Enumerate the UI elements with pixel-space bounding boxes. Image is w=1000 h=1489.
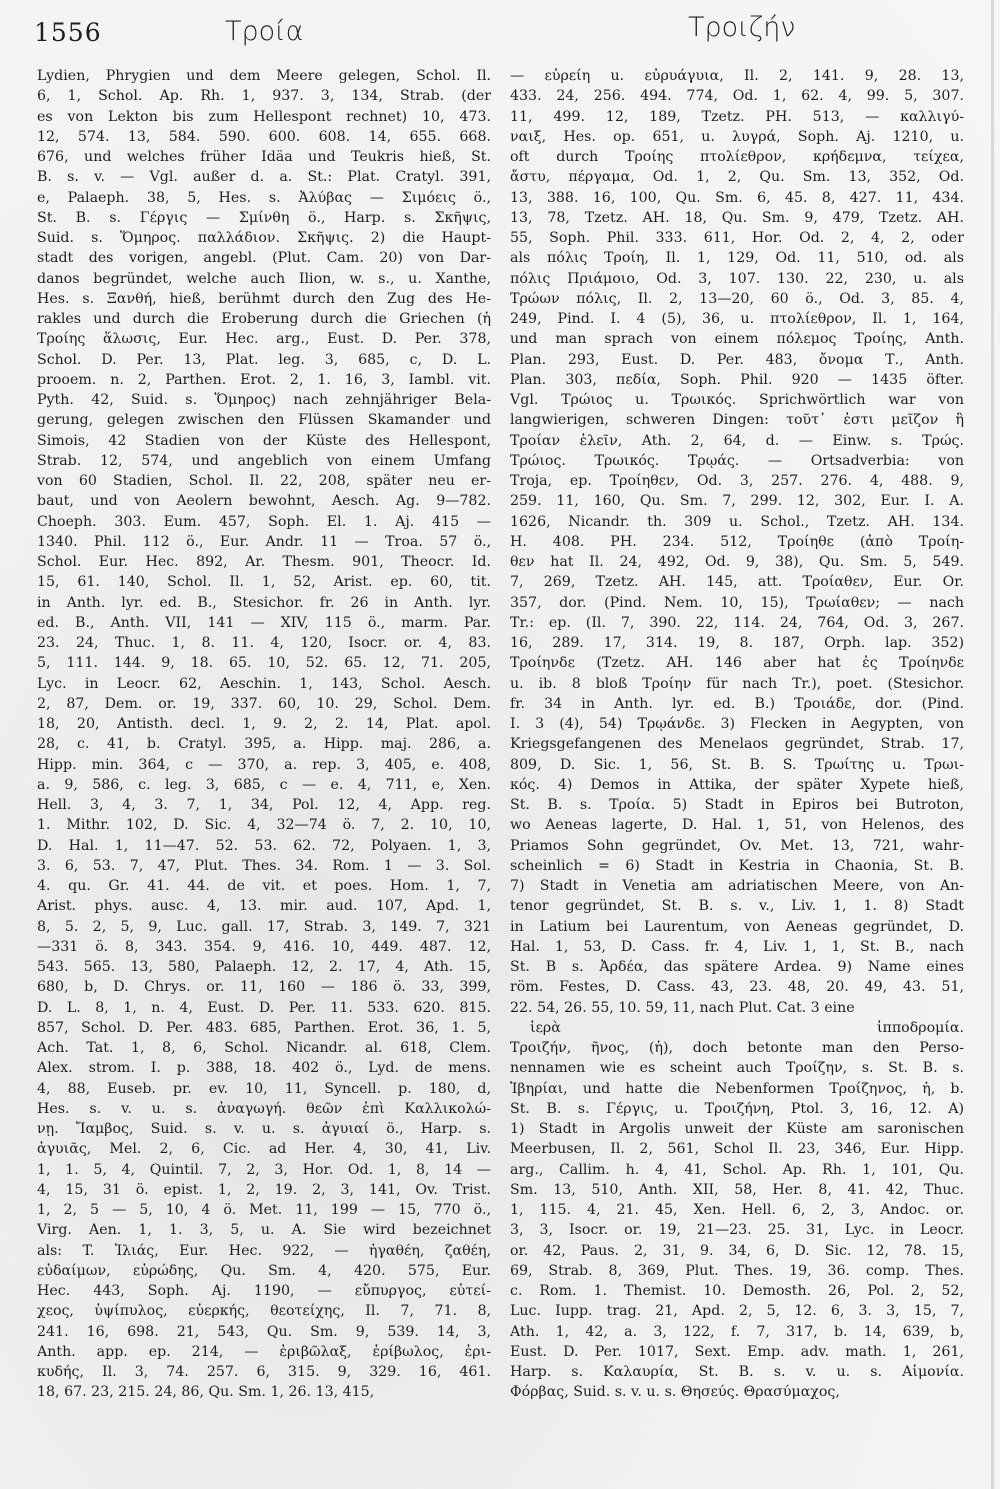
text-line: Alex. strom. I. p. 388, 18. 402 ö., Lyd. de mens. [37,1060,491,1077]
text-line: oft durch Τροίης πτολίεθρον, κρήδεμνα, τείχεα, [510,149,964,165]
text-line: Suid. s. Ὅμηρος. παλλάδιον. Σκῆψις. 2) die Haupt- [37,230,491,246]
text-line: 1, 2, 5 — 5, 10, 4 ö. Met. 11, 199 — 15, 770 ö., [37,1202,491,1218]
text-line: εὐδαίμων, εὐρώδης, Qu. Sm. 4, 420. 575, Eur. [37,1262,491,1279]
text-line: νῃ. Ἴαμβος, Suid. s. v. u. s. ἀγυιαί ö., Harp. s. [37,1121,491,1137]
text-line: 5, 111. 144. 9, 18. 65. 10, 52. 65. 12, 71. 205, [37,655,491,672]
text-line: πόλις Πριάμοιο, Od. 3, 107. 130. 22, 230, u. als [510,270,964,287]
text-line: D. Hal. 1, 11—47. 52. 53. 62. 72, Polyaen. 1, 3, [37,837,491,854]
text-line: ἱερὰ ἱπποδρομία. [530,1019,964,1036]
text-line: baut, und von Aeolern bewohnt, Aesch. Ag. 9—782. [37,493,491,510]
text-line: —331 ö. 8, 343. 354. 9, 416. 10, 449. 487. 12, [37,938,491,955]
text-line: Hipp. min. 364, c — 370, a. rep. 3, 405, e. 408, [37,756,491,773]
running-head-right: Τροιζήν [688,12,796,43]
text-line: als: T. Ἰλιάς, Eur. Hec. 922, — ἠγαθέη, ζαθέη, [37,1242,491,1259]
text-line: 16, 289. 17, 314. 19, 8. 187, Orph. lap. 352) [510,635,964,651]
text-line: Sm. 13, 510, Anth. XII, 58, Her. 8, 41. 42, Thuc. [510,1181,964,1198]
text-line: 4. qu. Gr. 41. 44. de vit. et poes. Hom. 1, 7, [37,878,491,894]
text-line: 18, 67. 23, 215. 24, 86, Qu. Sm. 1, 26. 13, 415, [37,1384,375,1401]
text-line: I. 3 (4), 54) Τρῳάνδε. 3) Flecken in Aegypten, von [510,716,964,732]
text-line: 543. 565. 13, 580, Palaeph. 12, 2. 17, 4, Ath. 15, [37,959,491,975]
text-line: langwierigen, schweren Dingen: τοῦτ᾽ ἐστι μεῖζον ἢ [510,412,964,429]
text-line: Plan. 293, Eust. D. Per. 483, ὄνομα Τ., Anth. [510,351,964,368]
text-line: 1) Stadt in Argolis unweit der Küste am saronischen [510,1121,964,1137]
text-line: c. Rom. 1. Themist. 10. Demosth. 26, Pol. 2, 52, [510,1283,964,1299]
text-line: St. B. s. Γέργις, u. Τροιζήνη, Ptol. 3, 16, 12. A) [510,1100,964,1117]
text-line: Hal. 1, 53, D. Cass. fr. 4, Liv. 1, 1, St. B., nach [510,938,964,955]
text-line: 23. 24, Thuc. 1, 8. 11. 4, 120, Isocr. or. 4, 83. [37,635,491,651]
text-line: 69, Strab. 8, 369, Plut. Thes. 19, 36. comp. Thes. [510,1262,964,1279]
text-line: 4, 15, 31 ö. epist. 1, 2, 19. 2, 3, 141, Ov. Trist. [37,1181,491,1198]
text-line: Τροίαν ἑλεῖν, Ath. 2, 64, d. — Einw. s. Τρώς. [510,432,964,449]
text-line: Meerbusen, Il. 2, 561, Schol Il. 23, 346, Eur. Hipp. [510,1141,964,1158]
text-line: 11, 499. 12, 189, Tzetz. PH. 513, — καλλιγύ- [510,108,964,125]
text-line: ἀγυιᾶς, Mel. 2, 6, Cic. ad Her. 4, 30, 41, Liv. [37,1141,491,1158]
text-line: Ach. Tat. 1, 8, 6, Schol. Nicandr. al. 618, Clem. [37,1040,491,1056]
text-line: B. s. v. — Vgl. außer d. a. St.: Plat. Cratyl. 391, [37,169,491,186]
text-line: 241. 16, 698. 21, 543, Qu. Sm. 9, 539. 14, 3, [37,1323,491,1340]
text-line: 249, Pind. I. 4 (5), 36, u. πτολίεθρον, Il. 1, 164, [510,311,964,327]
text-line: 433. 24, 256. 494. 774, Od. 1, 62. 4, 99. 5, 307. [510,88,964,105]
text-line: arg., Callim. h. 4, 41, Schol. Ap. Rh. 1, 101, Qu. [510,1161,964,1178]
text-line: 12, 574. 13, 584. 590. 600. 608. 14, 655. 668. [37,128,491,145]
text-line: rakles und durch die Eroberung durch die Griechen (ἡ [37,311,491,327]
text-line: in Latium bei Laurentum, von Aeneas gegründet, D. [510,918,964,935]
text-line: 3. 6, 53. 7, 47, Plut. Thes. 34. Rom. 1 — 3. Sol. [37,857,491,874]
text-line: St. B. s. Τροία. 5) Stadt in Epiros bei Butroton, [510,797,964,813]
text-line: Hes. s. Ξανθή, hieß, berühmt durch den Zug des He- [37,290,491,307]
text-line: 1626, Nicandr. th. 309 u. Schol., Tzetz. AH. 134. [510,513,964,530]
text-line: 3, 3, Isocr. or. 19, 21—23. 25. 31, Lyc. in Leocr. [510,1222,964,1239]
text-line: Simois, 42 Stadien von der Küste des Hellespont, [37,432,491,449]
text-line: Ἰβηρίαι, und hatte die Nebenformen Τροίζηνος, ἡ, b. [510,1080,964,1097]
text-line: gerung, gelegen zwischen den Flüssen Skamander und [37,412,491,429]
text-line: κός. 4) Demos in Attika, der später Xypete hieß, [510,776,964,793]
text-line: ναιξ, Hes. op. 651, u. λυγρά, Soph. Aj. 1210, u. [510,128,964,145]
text-line: Lyc. in Leocr. 62, Aeschin. 1, 143, Schol. Aesch. [37,675,491,692]
text-line: Troja, ep. Τροίηθεν, Od. 3, 257. 276. 4, 488. 9, [510,473,964,489]
text-line: Virg. Aen. 1, 1. 3, 5, u. A. Sie wird bezeichnet [37,1222,491,1239]
text-line: Arist. phys. ausc. 4, 13. mir. aud. 107, Apd. 1, [37,898,491,915]
text-line: κυδής, Il. 3, 74. 257. 6, 315. 9, 329. 16, 461. [37,1364,491,1380]
text-line: Choeph. 303. Eum. 457, Soph. El. 1. Aj. 415 — [37,513,491,530]
text-line: Harp. s. Καλαυρία, St. B. s. v. u. s. Αἱμονία. [510,1364,964,1380]
text-line: Hes. s. v. u. s. ἀναγωγή. θεῶν ἐπὶ Καλλικολώ- [37,1100,491,1117]
text-line: or. 42, Paus. 2, 31, 9. 34, 6, D. Sic. 12, 78. 15, [510,1242,964,1259]
right-column [510,66,964,1403]
text-line: ed. B., Anth. VII, 141 — XIV, 115 ö., marm. Par. [37,614,491,631]
text-line: scheinlich = 6) Stadt in Kestria in Chaonia, St. B. [510,857,964,874]
text-line: 13, 78, Tzetz. AH. 18, Qu. Sm. 9, 479, Tzetz. AH. [510,209,964,226]
text-line: 8, 5. 2, 5, 9, Luc. gall. 17, Strab. 3, 149. 7, 321 [37,918,491,935]
text-line: ἄστυ, πέργαμα, Od. 1, 2, Qu. Sm. 13, 352, Od. [510,169,964,186]
text-line: 22. 54, 26. 55, 10. 59, 11, nach Plut. Cat. 3 eine [510,999,855,1016]
text-line: Φόρβας, Suid. s. v. u. s. Θησεύς. Θρασύμαχος, [510,1384,840,1401]
text-line: als πόλις Τροίη, Il. 1, 129, Od. 11, 510, od. als [510,250,964,267]
text-line: u. ib. 8 bloß Τροίην für nach Tr.), poet. (Stesichor. [510,675,964,692]
text-line: 1340. Phil. 112 ö., Eur. Andr. 11 — Troa. 57 ö., [37,533,491,550]
text-line: Pyth. 42, Suid. s. Ὅμηρος) nach zehnjähriger Bela- [37,392,491,408]
text-line: θεν hat Il. 24, 492, Od. 9, 38), Qu. Sm. 5, 549. [510,554,964,570]
text-line: H. 408. PH. 234. 512, Τροίηθε (ἀπὸ Τροίη- [510,533,964,550]
text-line: 1, 115. 4, 21. 45, Xen. Hell. 6, 2, 3, Andoc. or. [510,1202,964,1218]
text-line: Plan. 303, πεδία, Soph. Phil. 920 — 1435 öfter. [510,371,964,388]
text-line: Hell. 3, 4, 3. 7, 1, 34, Pol. 12, 4, App. reg. [37,797,491,813]
text-line: Ath. 1, 42, a. 3, 122, f. 7, 317, b. 14, 639, b, [510,1323,964,1340]
text-line: 13, 388. 16, 100, Qu. Sm. 6, 45. 8, 427. 11, 434. [510,189,964,206]
text-line: χεος, ὑψίπυλος, εὐερκής, θεοτείχης, Il. 7, 71. 8, [37,1303,491,1320]
text-line: 357, dor. (Pind. Nem. 10, 15), Τρωίαθεν; — nach [510,594,964,611]
text-line: Lydien, Phrygien und dem Meere gelegen, Schol. Il. [37,68,491,84]
text-line: von 60 Stadien, Schol. Il. 22, 208, später neu er- [37,473,491,489]
text-line: danos begründet, welche auch Ilion, w. s., u. Xanthe, [37,270,491,287]
page-number: 1556 [34,18,102,47]
text-line: Hec. 443, Soph. Aj. 1190, — εὔπυργος, εὐτεί- [37,1283,491,1299]
text-line: e, Palaeph. 38, 5, Hes. s. Ἀλύβας — Σιμόεις ö., [37,189,491,206]
text-line: 4, 88, Euseb. pr. ev. 10, 11, Syncell. p. 180, d, [37,1080,491,1097]
text-line: a. 9, 586, c. leg. 3, 685, c — e. 4, 711, e, Xen. [37,776,491,793]
text-line: 2, 87, Dem. or. 19, 337. 60, 10. 29, Schol. Dem. [37,695,491,712]
text-line: 6, 1, Schol. Ap. Rh. 1, 937. 3, 134, Strab. (der [37,88,491,105]
text-line: 809, D. Sic. 1, 56, St. B. S. Τρωίτης u. Τρωι- [510,756,964,773]
text-line: und man sprach von einem πόλεμος Τροίης, Anth. [510,331,964,348]
text-line: 680, b, D. Chrys. or. 11, 160 — 186 ö. 33, 399, [37,979,491,996]
text-line: Schol. D. Per. 13, Plat. leg. 3, 685, c, D. L. [37,351,491,368]
page-edge-shadow [991,0,994,1489]
text-line: Τρώων πόλις, Il. 2, 13—20, 60 ö., Od. 3, 85. 4, [510,290,964,307]
text-line: 28, c. 41, b. Cratyl. 395, a. Hipp. maj. 286, a. [37,736,491,753]
text-line: Luc. Iupp. trag. 21, Apd. 2, 5, 12. 6, 3. 3, 15, 7, [510,1303,964,1320]
text-line: nennamen wie es scheint auch Τροίζην, s. St. B. s. [510,1060,964,1077]
text-line: Eust. D. Per. 1017, Sext. Emp. adv. math. 1, 261, [510,1343,964,1360]
text-line: 18, 20, Antisth. decl. 1, 9. 2, 2. 14, Plat. apol. [37,716,491,732]
text-line: Τροιζήν, ῆνος, (ἡ), doch betonte man den Perso- [510,1040,964,1056]
text-line: fr. 34 in Anth. lyr. ed. B.) Τροιάδε, dor. (Pind. [510,695,964,712]
running-head-left: Τροία [225,16,304,47]
text-line: 857, Schol. D. Per. 483. 685, Parthen. Erot. 36, 1. 5, [37,1019,491,1036]
text-line: 676, und welches früher Idäa und Teukris hieß, St. [37,149,491,165]
text-line: 1, 1. 5, 4, Quintil. 7, 2, 3, Hor. Od. 1, 8, 14 — [37,1161,491,1178]
text-line: D. L. 8, 1, n. 4, Eust. D. Per. 11. 533. 620. 815. [37,999,491,1016]
text-line: 7) Stadt in Venetia am adriatischen Meere, von An- [510,878,964,894]
text-line: Vgl. Τρώιος u. Τρωικός. Sprichwörtlich war von [510,392,964,408]
text-line: St. B s. Ἀρδέα, das spätere Ardea. 9) Name eines [510,959,964,975]
text-line: 1. Mithr. 102, D. Sic. 4, 32—74 ö. 7, 2. 10, 10, [37,817,491,834]
text-line: 15, 61. 140, Schol. Il. 1, 52, Arist. ep. 60, tit. [37,574,491,591]
text-line: Schol. Eur. Hec. 892, Ar. Thesm. 901, Theocr. Id. [37,554,491,570]
text-line: Τροίηνδε (Tzetz. AH. 146 aber hat ἐς Τροίηνδε [510,655,964,672]
text-line: röm. Festes, D. Cass. 43, 23. 48, 20. 49, 43. 51, [510,979,964,996]
text-line: stadt des vorigen, angebl. (Plut. Cam. 20) von Dar- [37,250,491,267]
text-line: Tr.: ep. (Il. 7, 390. 22, 114. 24, 764, Od. 3, 267. [510,614,964,631]
text-line: 55, Soph. Phil. 333. 611, Hor. Od. 2, 4, 2, oder [510,230,964,246]
left-column [37,66,491,1403]
text-line: es von Lekton bis zum Hellespont rechnet) 10, 473. [37,108,491,125]
text-line: St. B. s. Γέργις — Σμίνθη ö., Harp. s. Σκῆψις, [37,209,491,226]
text-line: tenor gegründet, St. B. s. v., Liv. 1, 1. 8) Stadt [510,898,964,915]
text-line: 7, 269, Tzetz. AH. 145, att. Τροίαθεν, Eur. Or. [510,574,964,591]
text-line: — εὐρείη u. εὐρυάγυια, Il. 2, 141. 9, 28. 13, [510,68,964,84]
text-line: wo Aeneas lagerte, D. Hal. 1, 51, von Helenos, des [510,817,964,834]
text-line: in Anth. lyr. ed. B., Stesichor. fr. 26 in Anth. lyr. [37,594,491,611]
text-line: Strab. 12, 574, und angeblich von einem Umfang [37,452,491,469]
text-line: prooem. n. 2, Parthen. Erot. 2, 1. 16, 3, Iambl. vit. [37,371,491,388]
text-line: 259. 11, 160, Qu. Sm. 7, 299. 12, 302, Eur. I. A. [510,493,964,510]
text-line: Anth. app. ep. 214, — ἐριβῶλαξ, ἐρίβωλος, ἐρι- [37,1343,491,1360]
text-line: Priamos Sohn gegründet, Ov. Met. 13, 721, wahr- [510,837,964,854]
text-line: Τροίης ἅλωσις, Eur. Hec. arg., Eust. D. Per. 378, [37,331,491,348]
text-line: Τρώιος. Τρωικός. Τρῳάς. — Ortsadverbia: von [510,452,964,469]
text-line: Kriegsgefangenen des Menelaos gegründet, Strab. 17, [510,736,964,753]
